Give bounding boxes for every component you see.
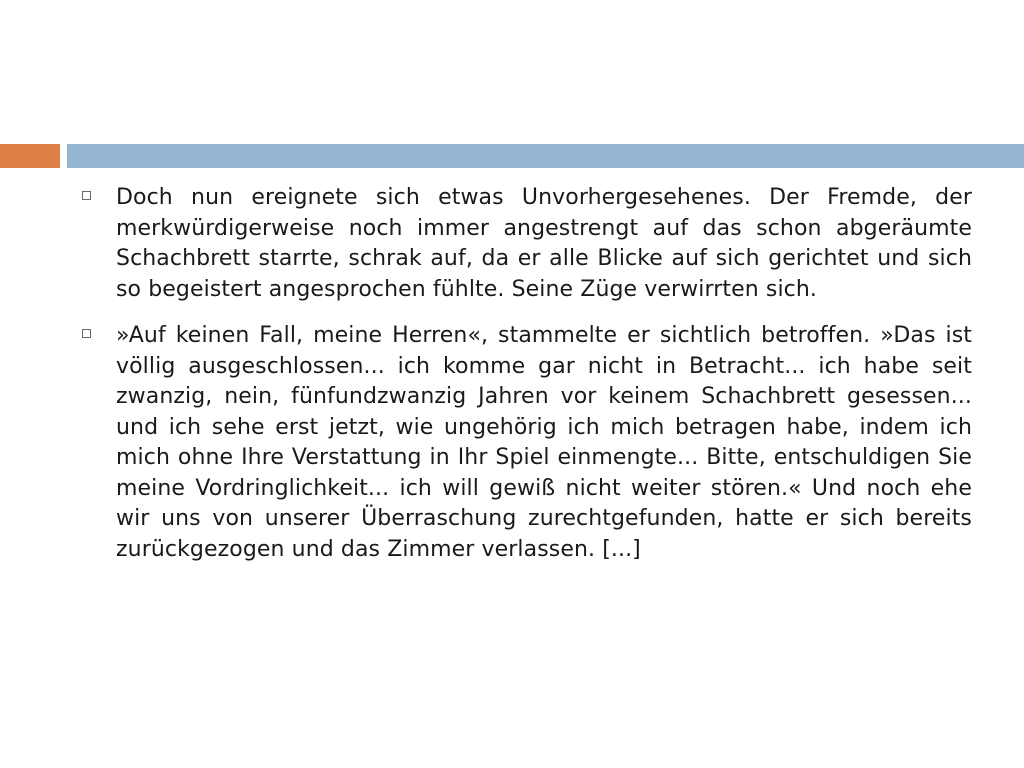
bullet-item (82, 183, 972, 305)
slide-body (82, 183, 972, 581)
title-bar (67, 144, 1024, 168)
bullet-item (82, 321, 972, 565)
title-accent-bar (0, 144, 60, 168)
square-bullet-icon (82, 191, 91, 200)
bullet-text: »Auf keinen Fall, meine Herren«, stammelte er sichtlich betroffen. »Das ist völlig ausgeschlossen... ich komme gar nicht in Betracht... ich habe seit zwanzig, nein, fünfundzwanzig Jahren vor keinem Schachbrett gesessen... und ich sehe erst jetzt, wie ungehörig ich mich betragen habe, indem ich mich ohne Ihre Verstattung in Ihr Spiel einmengte... Bitte, entschuldigen Sie meine Vordringlichkeit... ich will gewiß nicht weiter stören.« Und noch ehe wir uns von unserer Überraschung zurechtgefunden, hatte er sich bereits zurückgezogen und das Zimmer verlassen. [...] (116, 323, 972, 562)
square-bullet-icon (82, 329, 91, 338)
bullet-text: Doch nun ereignete sich etwas Unvorhergesehenes. Der Fremde, der merkwürdigerweise noch immer angestrengt auf das schon abgeräumte Schachbrett starrte, schrak auf, da er alle Blicke auf sich gerichtet und sich so begeistert angesprochen fühlte. Seine Züge verwirrten sich. (116, 185, 972, 302)
